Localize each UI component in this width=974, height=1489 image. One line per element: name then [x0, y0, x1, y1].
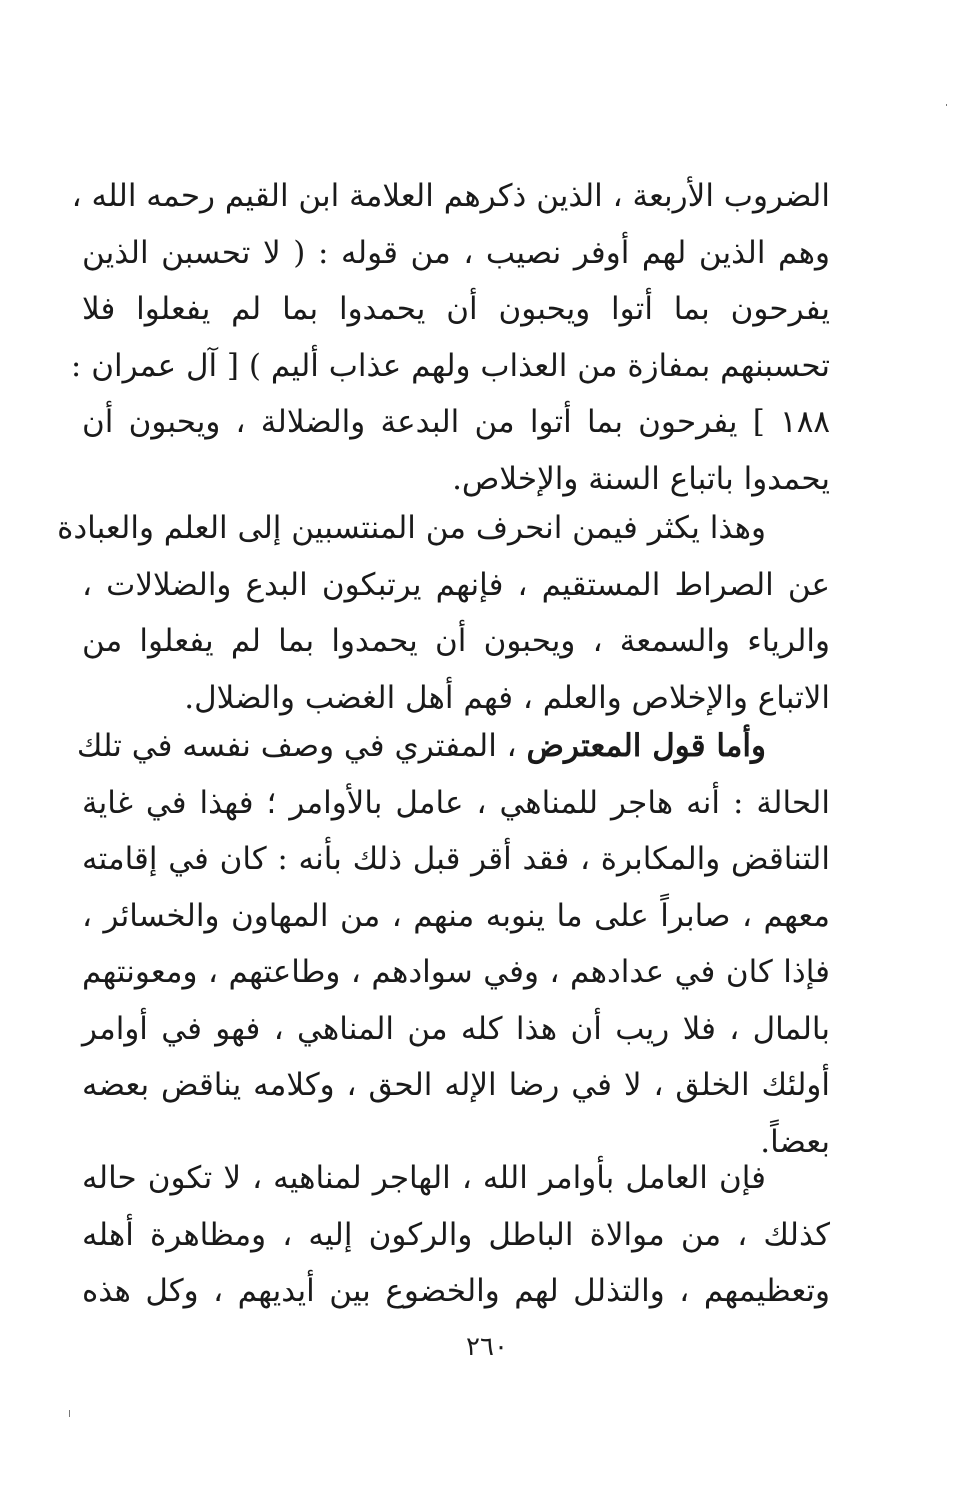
text-line: التناقض والمكابرة ، فقد أقر قبل ذلك بأنه : كان في إقامته	[82, 841, 830, 877]
text-line: ١٨٨ ] يفرحون بما أتوا من البدعة والضلالة ، ويحبون أن	[82, 404, 830, 440]
paragraph-4	[82, 1150, 830, 1320]
page-number: ٢٦٠	[466, 1332, 508, 1362]
text-line: فإذا كان في عدادهم ، وفي سوادهم ، وطاعتهم ، ومعونتهم	[82, 954, 830, 990]
text-line: كذلك ، من موالاة الباطل والركون إليه ، ومظاهرة أهله	[82, 1216, 830, 1253]
text-line: الاتباع والإخلاص والعلم ، فهم أهل الغضب والضلال.	[184, 679, 830, 716]
paragraph-3	[76, 718, 830, 1170]
text-line: تحسبنهم بمفازة من العذاب ولهم عذاب أليم ) [ آل عمران :	[70, 347, 830, 384]
text-line: الحالة : أنه هاجر للمناهي ، عامل بالأوامر ؛ فهذا في غاية	[82, 784, 830, 821]
scan-speck	[69, 1410, 70, 1417]
lead-rest: ، المفتري في وصف نفسه في تلك	[76, 728, 527, 764]
text-line: بالمال ، فلا ريب أن هذا كله من المناهي ، فهو في أوامر	[82, 1010, 830, 1047]
text-line: عن الصراط المستقيم ، فإنهم يرتبكون البدع والضلالات ،	[82, 566, 830, 603]
text-line: فإن العامل بأوامر الله ، الهاجر لمناهيه ، لا تكون حاله	[82, 1160, 766, 1196]
text-line: الضروب الأربعة ، الذين ذكرهم العلامة ابن القيم رحمه الله ،	[71, 178, 830, 214]
text-line: يفرحون بما أتوا ويحبون أن يحمدوا بما لم يفعلوا فلا	[82, 291, 830, 327]
text-line: أولئك الخلق ، لا في رضا الإله الحق ، وكلامه يناقض بعضه	[82, 1067, 830, 1103]
text-line: بعضاً.	[760, 1123, 830, 1160]
text-line: والرياء والسمعة ، ويحبون أن يحمدوا بما لم يفعلوا من	[82, 623, 830, 659]
text-line: وهذا يكثر فيمن انحرف من المنتسبين إلى العلم والعبادة	[57, 510, 766, 546]
text-line: يحمدوا باتباع السنة والإخلاص.	[452, 460, 830, 497]
text-line: وهم الذين لهم أوفر نصيب ، من قوله : ( لا تحسبن الذين	[82, 234, 830, 271]
text-line	[76, 718, 830, 775]
paragraph-1	[70, 168, 830, 507]
text-line: معهم ، صابراً على ما ينوبه منهم ، من المهاون والخسائر ،	[82, 897, 830, 934]
paragraph-2	[57, 500, 830, 726]
bold-lead-phrase: وأما قول المعترض	[526, 728, 766, 764]
text-line: وتعظيمهم ، والتذلل لهم والخضوع بين أيديهم ، وكل هذه	[82, 1273, 830, 1309]
scan-speck	[946, 104, 947, 106]
